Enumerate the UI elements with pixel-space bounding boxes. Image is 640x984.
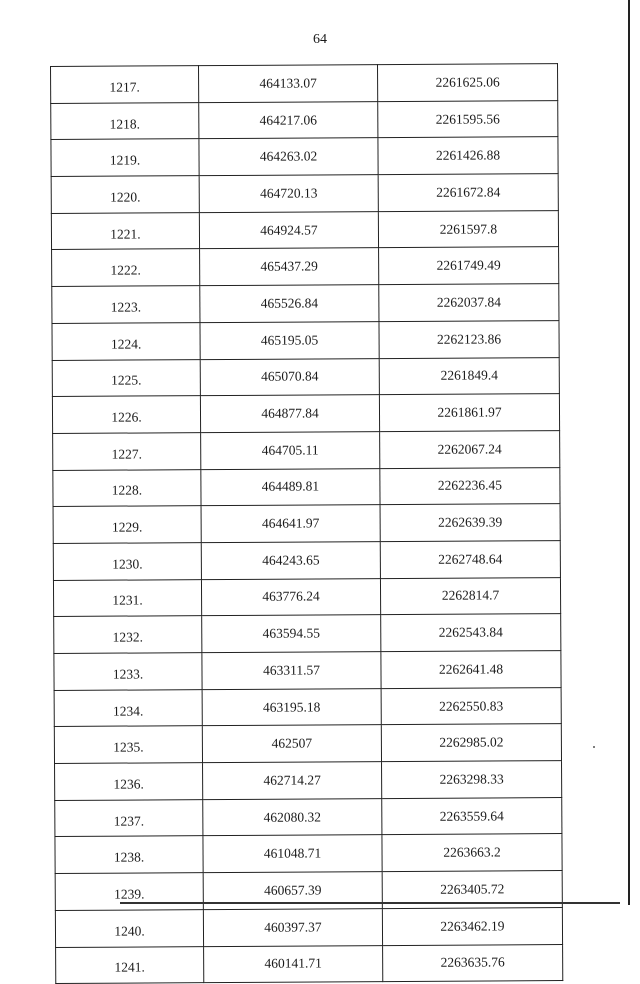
table-row: [51, 174, 558, 214]
point-number-cell: 1224.: [52, 322, 200, 360]
y-coordinate-cell: 2263663.2: [382, 834, 562, 872]
y-coordinate-cell: 2261861.97: [379, 394, 559, 432]
x-coordinate-cell: 463594.55: [202, 615, 381, 653]
table-row: [53, 541, 560, 581]
table-row: [55, 761, 562, 801]
x-coordinate-cell: 464720.13: [199, 175, 378, 213]
table-row: [55, 834, 562, 874]
x-coordinate-cell: 464641.97: [201, 505, 380, 543]
y-coordinate-cell: 2262543.84: [381, 614, 561, 652]
table-row: [54, 724, 561, 764]
y-coordinate-cell: 2262641.48: [381, 651, 561, 689]
y-coordinate-cell: 2261672.84: [378, 174, 558, 212]
x-coordinate-cell: 462714.27: [203, 762, 382, 800]
x-coordinate-cell: 464489.81: [201, 468, 380, 506]
table-row: [54, 651, 561, 691]
y-coordinate-cell: 2261749.49: [379, 247, 559, 285]
point-number-cell: 1241.: [56, 946, 204, 984]
table-row: [54, 687, 561, 727]
y-coordinate-cell: 2261595.56: [378, 100, 558, 138]
x-coordinate-cell: 464924.57: [199, 211, 378, 249]
x-coordinate-cell: 464263.02: [199, 138, 378, 176]
table-row: [52, 394, 559, 434]
y-coordinate-cell: 2262123.86: [379, 320, 559, 358]
y-coordinate-cell: 2263559.64: [382, 797, 562, 835]
y-coordinate-cell: 2261849.4: [379, 357, 559, 395]
x-coordinate-cell: 462080.32: [203, 798, 382, 836]
table-row: [53, 577, 560, 617]
point-number-cell: 1230.: [53, 543, 201, 581]
x-coordinate-cell: 464877.84: [200, 395, 379, 433]
x-coordinate-cell: 464243.65: [201, 542, 380, 580]
point-number-cell: 1231.: [53, 579, 201, 617]
point-number-cell: 1238.: [55, 836, 203, 874]
x-coordinate-cell: 464705.11: [201, 431, 380, 469]
table-row: [51, 64, 558, 104]
point-number-cell: 1232.: [54, 616, 202, 654]
table-row: [53, 467, 560, 507]
point-number-cell: 1236.: [55, 763, 203, 801]
table-row: [52, 320, 559, 360]
table-row: [53, 504, 560, 544]
point-number-cell: 1233.: [54, 653, 202, 691]
x-coordinate-cell: 465437.29: [200, 248, 379, 286]
point-number-cell: 1240.: [55, 909, 203, 947]
x-coordinate-cell: 463195.18: [202, 688, 381, 726]
y-coordinate-cell: 2261625.06: [377, 64, 557, 102]
y-coordinate-cell: 2262814.7: [380, 577, 560, 615]
y-coordinate-cell: 2261597.8: [378, 210, 558, 248]
y-coordinate-cell: 2262985.02: [381, 724, 561, 762]
y-coordinate-cell: 2261426.88: [378, 137, 558, 175]
table-row: [52, 247, 559, 287]
coordinates-table-body: [51, 64, 563, 984]
point-number-cell: 1222.: [52, 249, 200, 287]
y-coordinate-cell: 2262067.24: [380, 430, 560, 468]
x-coordinate-cell: 463311.57: [202, 652, 381, 690]
y-coordinate-cell: 2262236.45: [380, 467, 560, 505]
y-coordinate-cell: 2262639.39: [380, 504, 560, 542]
point-number-cell: 1239.: [55, 873, 203, 911]
table-row: [55, 871, 562, 911]
point-number-cell: 1229.: [53, 506, 201, 544]
x-coordinate-cell: 464133.07: [199, 65, 378, 103]
point-number-cell: 1225.: [52, 359, 200, 397]
table-row: [51, 210, 558, 250]
point-number-cell: 1219.: [51, 139, 199, 177]
scan-speck: [593, 746, 595, 748]
x-coordinate-cell: 463776.24: [201, 578, 380, 616]
table-row: [54, 614, 561, 654]
scan-edge-right: [628, 0, 630, 905]
point-number-cell: 1221.: [51, 212, 199, 250]
x-coordinate-cell: 465070.84: [200, 358, 379, 396]
y-coordinate-cell: 2263462.19: [382, 907, 562, 945]
coordinates-table: [50, 63, 563, 984]
x-coordinate-cell: 465526.84: [200, 285, 379, 323]
table-row: [56, 944, 563, 984]
table-row: [51, 137, 558, 177]
table-row: [55, 907, 562, 947]
point-number-cell: 1220.: [51, 176, 199, 214]
x-coordinate-cell: 465195.05: [200, 321, 379, 359]
point-number-cell: 1226.: [52, 396, 200, 434]
x-coordinate-cell: 462507: [202, 725, 381, 763]
page-number: 64: [313, 32, 327, 47]
table-row: [52, 357, 559, 397]
y-coordinate-cell: 2263405.72: [382, 871, 562, 909]
point-number-cell: 1237.: [55, 799, 203, 837]
x-coordinate-cell: 464217.06: [199, 101, 378, 139]
x-coordinate-cell: 460397.37: [203, 908, 382, 946]
y-coordinate-cell: 2263298.33: [382, 761, 562, 799]
scan-edge-bottom: [120, 902, 620, 904]
table-row: [52, 284, 559, 324]
point-number-cell: 1223.: [52, 286, 200, 324]
point-number-cell: 1218.: [51, 102, 199, 140]
y-coordinate-cell: 2263635.76: [383, 944, 563, 982]
table-row: [53, 430, 560, 470]
y-coordinate-cell: 2262037.84: [379, 284, 559, 322]
table-row: [51, 100, 558, 140]
x-coordinate-cell: 460657.39: [203, 872, 382, 910]
point-number-cell: 1217.: [51, 66, 199, 104]
y-coordinate-cell: 2262550.83: [381, 687, 561, 725]
point-number-cell: 1234.: [54, 689, 202, 727]
x-coordinate-cell: 460141.71: [204, 945, 383, 983]
table-row: [55, 797, 562, 837]
point-number-cell: 1227.: [53, 433, 201, 471]
y-coordinate-cell: 2262748.64: [380, 541, 560, 579]
point-number-cell: 1235.: [54, 726, 202, 764]
point-number-cell: 1228.: [53, 469, 201, 507]
x-coordinate-cell: 461048.71: [203, 835, 382, 873]
